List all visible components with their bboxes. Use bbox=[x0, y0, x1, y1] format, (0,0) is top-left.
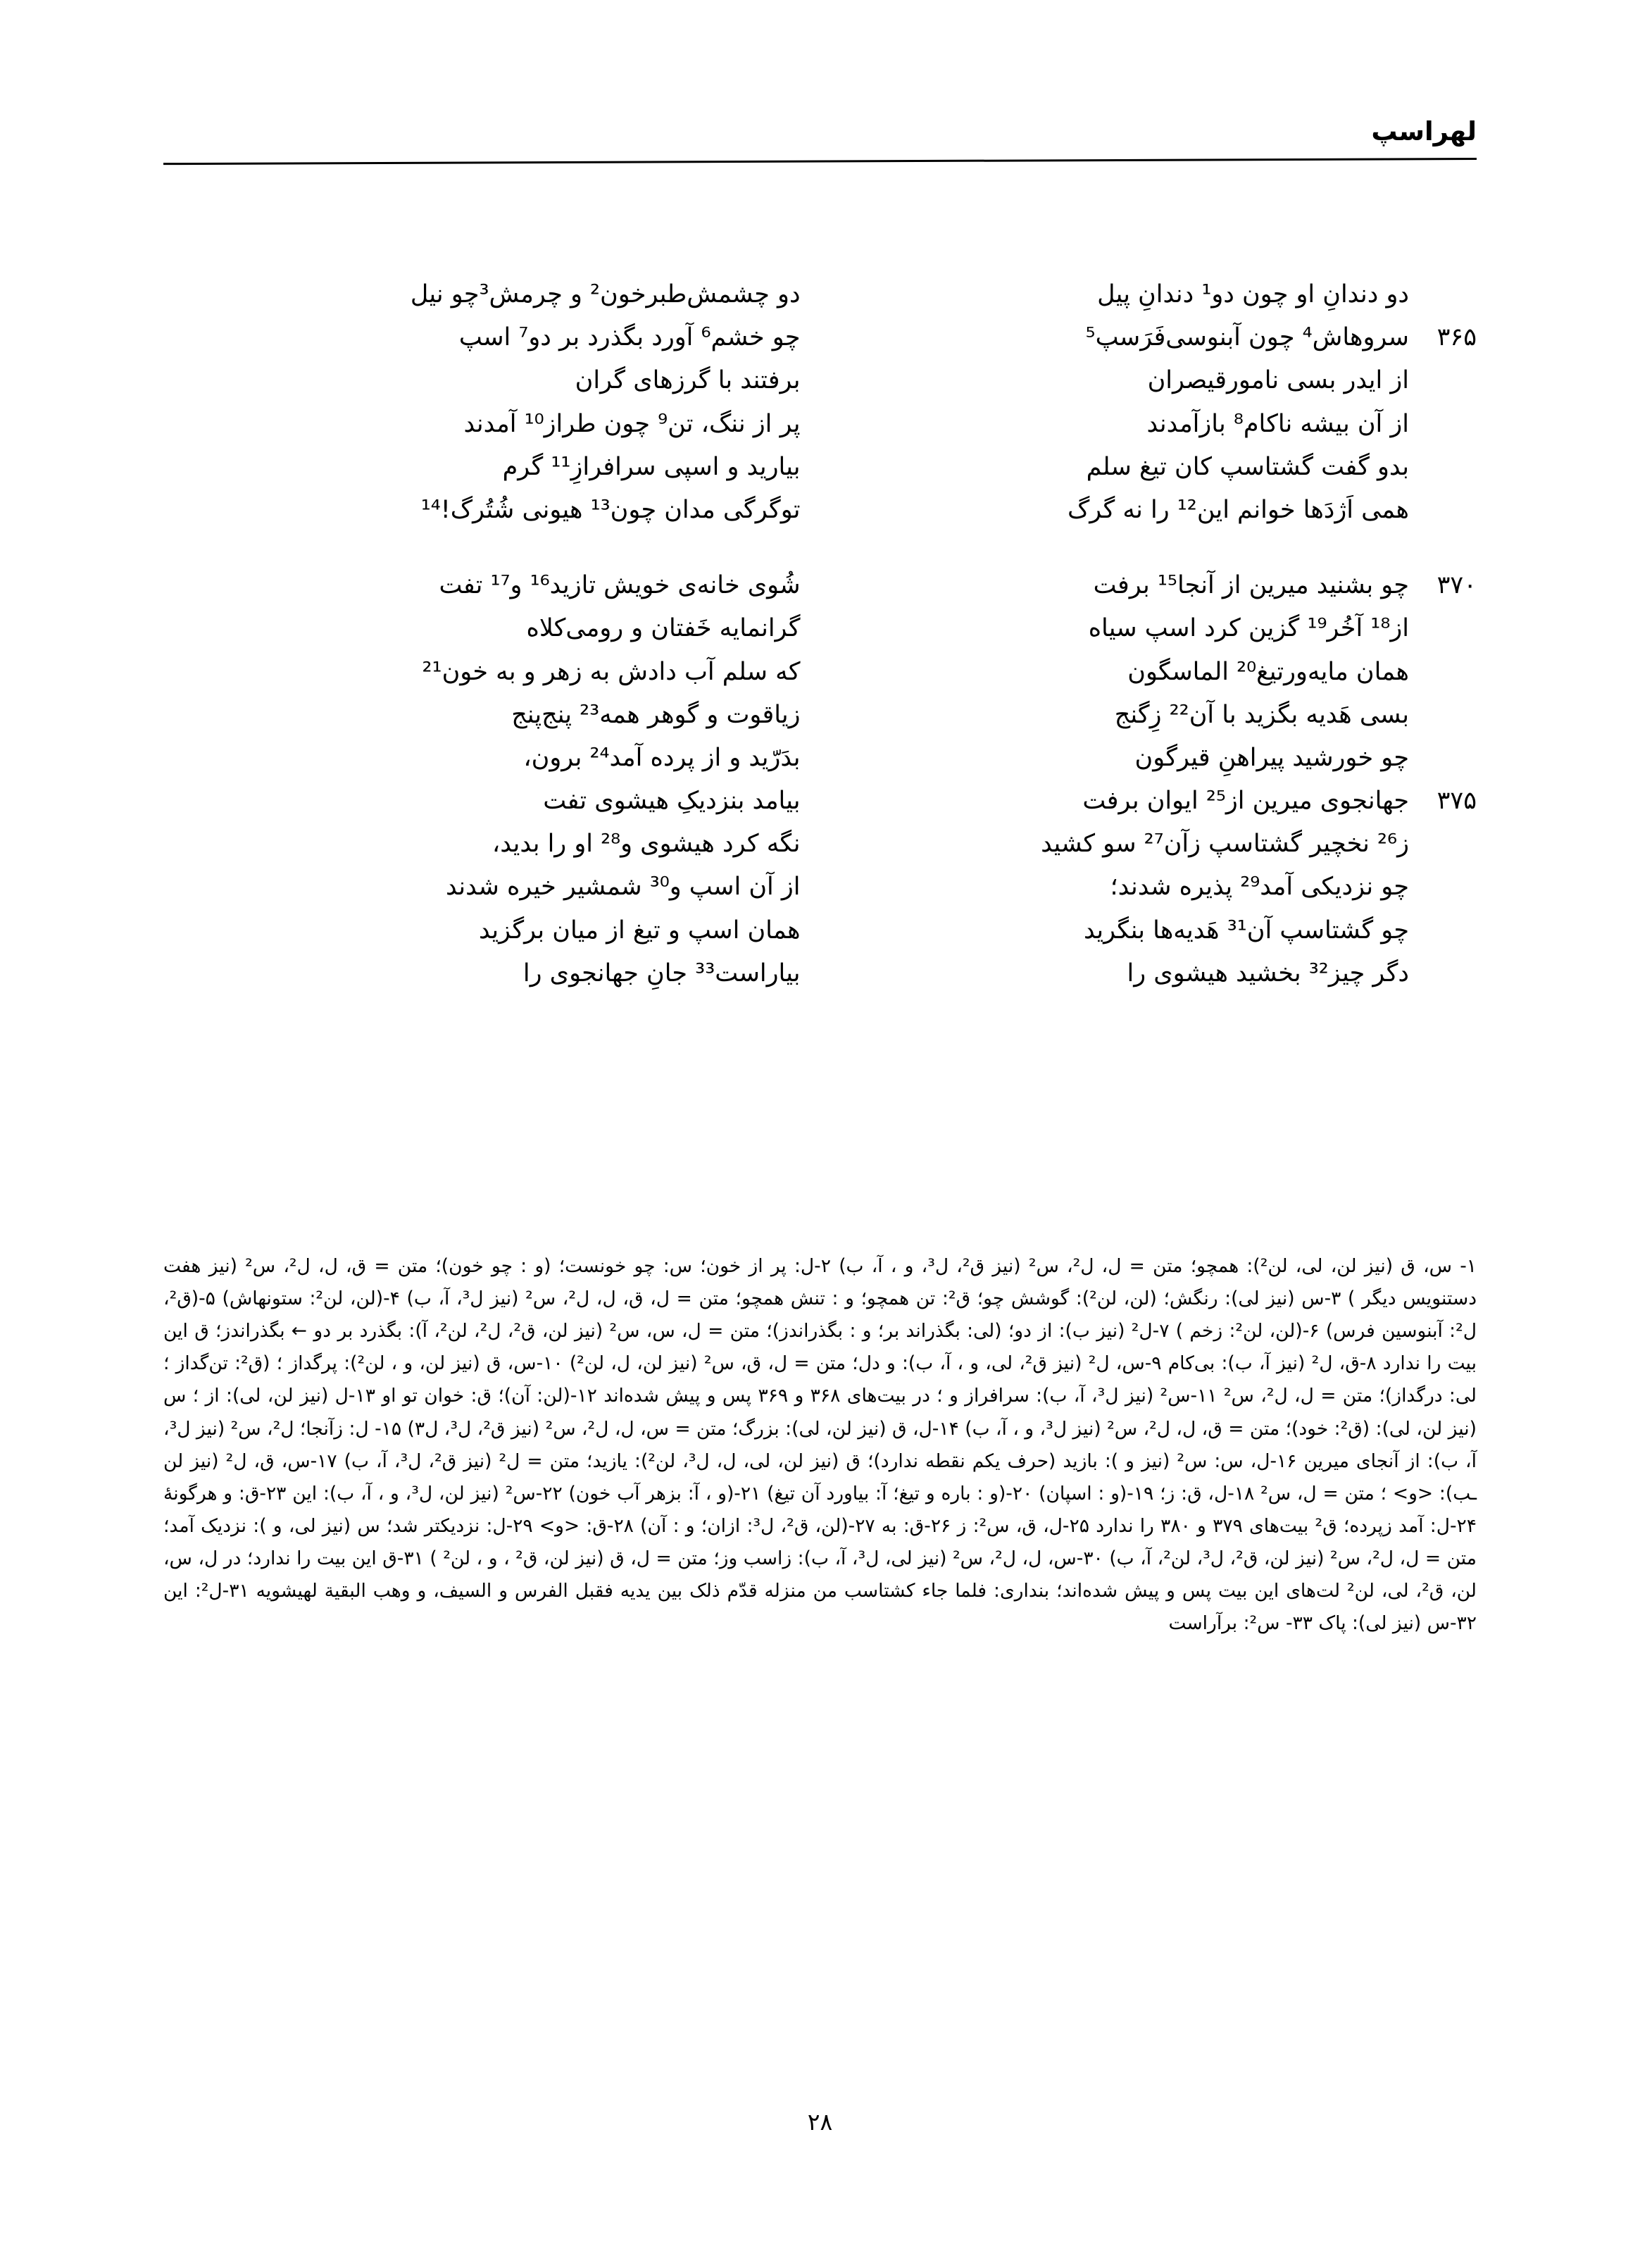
hemistich-right-text: چو خورشید پیراهنِ قیرگون bbox=[1134, 743, 1409, 772]
hemistich-right bbox=[801, 449, 1477, 486]
verse-number bbox=[1409, 912, 1477, 949]
hemistich-right bbox=[801, 567, 1477, 604]
hemistich-left bbox=[163, 449, 801, 486]
verse-area bbox=[163, 276, 1477, 1030]
verse-couplet bbox=[163, 276, 1477, 313]
hemistich-right-text: دو دندانِ او چون دو¹ دندانِ پیل bbox=[1097, 280, 1409, 309]
hemistich-right bbox=[801, 492, 1477, 529]
hemistich-left-text: شُوی خانه‌ی خویش تازید¹⁶ و¹⁷ تفت bbox=[439, 571, 801, 600]
verse-couplet bbox=[163, 740, 1477, 777]
hemistich-left-text: زیاقوت و گوهر همه²³ پنج‌پنج bbox=[511, 700, 801, 729]
running-header-title: لهراسپ bbox=[1371, 116, 1477, 147]
hemistich-right-text: بدو گفت گشتاسپ کان تیغ سلم bbox=[1086, 452, 1409, 481]
hemistich-left bbox=[163, 567, 801, 604]
hemistich-left-text: توگرگی مدان چون¹³ هیونی شُتُرگ!¹⁴ bbox=[420, 495, 801, 524]
hemistich-left bbox=[163, 406, 801, 443]
hemistich-left-text: بیامد بنزدیکِ هیشوی تفت bbox=[543, 787, 801, 816]
hemistich-right bbox=[801, 697, 1477, 734]
running-header bbox=[163, 118, 1477, 168]
hemistich-right-text: بسی هَدیه بگزید با آن²² زِگنج bbox=[1114, 700, 1409, 729]
footnote-block: ۱- س، ق (نیز لن، لی، لن²): همچو؛ متن = ل، ل²، س² (نیز ق²، ل³، و ، آ، ب) ۲-ل: پر از خون؛ س: چو خونست؛ (و : چو خون)؛ متن = ق، ل، ل²، س² (نیز هفت دستنویس دیگر ) ۳-س (نیز لی): رنگش؛ (لن، لن²): گوشش چو؛ ق²: تن همچو؛ و : تنش همچو؛ متن = ل، ق، ل، ل²، س² (نیز ل³، آ، ب) ۴-(لن، لن²: ستونهاش) ۵-(ق²، ل²: آبنوسین فرس) ۶-(لن، لن²: زخم ) ۷-ل² (نیز ب): از دو؛ (لی: بگذراند بر؛ و : بگذراندز)؛ متن = ل، س، س² (نیز لن، ق²، ل²، لن²، آ): بگذرد بر دو ← بگذراندز؛ ق این بیت را ندارد ۸-ق، ل² (نیز آ، ب): بی‌کام ۹-س، ل² (نیز ق²، لی، و ، آ، ب): و دل؛ متن = ل، ق، س² (نیز لن، ل، لن²) ۱۰-س، ق (نیز لن، و ، لن²): پرگداز ؛ (ق²: تن‌گداز ؛ لی: درگداز)؛ متن = ل، ل²، س² ۱۱-س² (نیز ل³، آ، ب): سرافراز و ؛ در بیت‌های ۳۶۸ و ۳۶۹ پس و پیش شده‌اند ۱۲-(لن: آن)؛ ق: خوان تو او ۱۳-ل (نیز لن، لی): از ؛ س (نیز لن، لی): (ق²: خود)؛ متن = ق، ل، ل²، س² (نیز ل³، و ، آ، ب) ۱۴-ل، ق (نیز لن، لی): بزرگ؛ متن = س، ل، ل²، س² (نیز ق²، ل³، ل۳) ۱۵- ل: زآنجا؛ ل²، س² (نیز ل³، آ، ب): از آنجای میرین ۱۶-ل، س: س² (نیز و ): بازید (حرف یکم نقطه ندارد)؛ ق (نیز لن، لی، ل، ل³، لن²): یازید؛ متن = ل² (نیز ق²، ل³، آ، ب) ۱۷-س، ق، ل² (نیز لن ـب): <و> ؛ متن = ل، س² ۱۸-ل، ق: ز؛ ۱۹-(و : اسپان) ۲۰-(و : باره و تیغ؛ آ: بیاورد آن تیغ) ۲۱-(و ، آ: بزهر آب خون) ۲۲-س² (نیز لن، ل³، و ، آ، ب): این ۲۳-ق: و هرگونهٔ ۲۴-ل: آمد زپرده؛ ق² بیت‌های ۳۷۹ و ۳۸۰ را ندارد ۲۵-ل، ق، س²: ز ۲۶-ق: به ۲۷-(لن، ق²، ل³: ازان؛ و : آن) ۲۸-ق: <و> ۲۹-ل: نزدیکتر شد؛ س (نیز لی، و ): نزدیک آمد؛ متن = ل، ل²، س² (نیز لن، ق²، ل³، لن²، آ، ب) ۳۰-س، ل، ل²، س² (نیز لی، ل³، آ، ب): زاسب وز؛ متن = ل، ق (نیز لن، ق² ، و ، لن² ) ۳۱-ق این بیت را ندارد؛ در ل، س، لن، ق²، لی، لن² لت‌های این بیت پس و پیش شده‌اند؛ بنداری: فلما جاء کشتاسب من منزله قدّم ذلک بین یدیه فقبل الفرس و السیف، و وهب البقیة لهیشویه ۳۱-ل²: این ۳۲-س (نیز لی): پاک ۳۳- س²: برآراست bbox=[163, 1255, 1477, 1635]
hemistich-left-text: که سلم آب دادش به زهر و به خون²¹ bbox=[422, 657, 801, 686]
verse-number bbox=[1409, 697, 1477, 734]
hemistich-right-text: چو بشنید میرین از آنجا¹⁵ برفت bbox=[1093, 571, 1409, 600]
verse-number: ۳۷۰ bbox=[1436, 571, 1477, 600]
hemistich-right-text: سروهاش⁴ چون آبنوسی‌فَرَسپ⁵ bbox=[1085, 323, 1409, 352]
hemistich-left-text: دو چشمش‌طبرخون² و چرمش³چو نیل bbox=[410, 280, 801, 309]
verse-couplet bbox=[163, 654, 1477, 691]
verse-couplet bbox=[163, 362, 1477, 399]
verse-couplet bbox=[163, 492, 1477, 529]
hemistich-right bbox=[801, 783, 1477, 820]
hemistich-left-text: نگه کرد هیشوی و²⁸ او را بدید، bbox=[492, 830, 801, 859]
verse-number bbox=[1409, 406, 1477, 443]
hemistich-right-text: از آن بیشه ناکام⁸ بازآمدند bbox=[1146, 409, 1409, 438]
hemistich-right bbox=[801, 654, 1477, 691]
verse-number bbox=[1409, 868, 1477, 906]
hemistich-left bbox=[163, 319, 801, 356]
hemistich-right bbox=[801, 276, 1477, 313]
verse-couplet bbox=[163, 406, 1477, 443]
hemistich-left-text: از آن اسپ و³⁰ شمشیر خیره شدند bbox=[446, 873, 801, 902]
verse-stanza bbox=[163, 567, 1477, 992]
verse-number: ۳۷۵ bbox=[1436, 787, 1477, 816]
hemistich-right bbox=[801, 319, 1477, 356]
verse-number: ۳۶۵ bbox=[1436, 323, 1477, 352]
verse-couplet bbox=[163, 825, 1477, 863]
verse-couplet bbox=[163, 610, 1477, 647]
hemistich-left bbox=[163, 492, 801, 529]
hemistich-left bbox=[163, 912, 801, 949]
hemistich-right-text: از¹⁸ آخُر¹⁹ گزین کرد اسپ سیاه bbox=[1088, 614, 1409, 643]
verse-stanza bbox=[163, 276, 1477, 529]
hemistich-left-text: چو خشم⁶ آورد بگذرد بر دو⁷ اسپ bbox=[458, 323, 801, 352]
hemistich-right-text: جهانجوی میرین از²⁵ ایوان برفت bbox=[1082, 787, 1409, 816]
verse-number bbox=[1409, 362, 1477, 399]
hemistich-right-text: چو نزدیکی آمد²⁹ پذیره شدند؛ bbox=[1110, 873, 1409, 902]
hemistich-left bbox=[163, 697, 801, 734]
hemistich-left bbox=[163, 276, 801, 313]
hemistich-right-text: از ایدر بسی نامورقیصران bbox=[1147, 366, 1409, 395]
hemistich-right-text: دگر چیز³² بخشید هیشوی را bbox=[1127, 959, 1409, 987]
hemistich-left-text: بیارید و اسپی سرافرازِ¹¹ گرم bbox=[502, 452, 801, 481]
verse-number bbox=[1409, 492, 1477, 529]
hemistich-right bbox=[801, 825, 1477, 863]
hemistich-right bbox=[801, 610, 1477, 647]
hemistich-right-text: ز²⁶ نخچیر گشتاسپ زآن²⁷ سو کشید bbox=[1041, 830, 1409, 859]
verse-couplet bbox=[163, 567, 1477, 604]
verse-number bbox=[1409, 449, 1477, 486]
hemistich-right-text: چو گشتاسپ آن³¹ هَدیه‌ها بنگرید bbox=[1083, 916, 1409, 945]
hemistich-left bbox=[163, 783, 801, 820]
hemistich-left bbox=[163, 654, 801, 691]
verse-couplet bbox=[163, 955, 1477, 992]
hemistich-right bbox=[801, 362, 1477, 399]
verse-couplet bbox=[163, 783, 1477, 820]
hemistich-left-text: همان اسپ و تیغ از میان برگزید bbox=[479, 916, 801, 945]
verse-number bbox=[1409, 825, 1477, 863]
verse-couplet bbox=[163, 319, 1477, 356]
verse-couplet bbox=[163, 697, 1477, 734]
hemistich-right-text: همان مایه‌ورتیغ²⁰ الماسگون bbox=[1127, 657, 1409, 686]
hemistich-left bbox=[163, 740, 801, 777]
header-rule bbox=[163, 158, 1477, 165]
hemistich-right bbox=[801, 868, 1477, 906]
hemistich-left-text: بدَرّید و از پرده آمد²⁴ برون، bbox=[523, 743, 801, 772]
hemistich-right bbox=[801, 955, 1477, 992]
hemistich-left-text: گرانمایه خَفتان و رومی‌کلاه bbox=[526, 614, 801, 643]
hemistich-right bbox=[801, 406, 1477, 443]
hemistich-right bbox=[801, 740, 1477, 777]
hemistich-left-text: بیاراست³³ جانِ جهانجوی را bbox=[522, 959, 801, 987]
verse-couplet bbox=[163, 449, 1477, 486]
verse-number bbox=[1409, 610, 1477, 647]
hemistich-left-text: برفتند با گرزهای گران bbox=[575, 366, 801, 395]
verse-couplet bbox=[163, 868, 1477, 906]
verse-couplet bbox=[163, 912, 1477, 949]
hemistich-left bbox=[163, 825, 801, 863]
hemistich-left bbox=[163, 362, 801, 399]
hemistich-right bbox=[801, 912, 1477, 949]
hemistich-left bbox=[163, 955, 801, 992]
hemistich-right-text: همی اَژدَها خوانم این¹² را نه گرگ bbox=[1067, 495, 1409, 524]
footnote-apparatus bbox=[163, 1250, 1477, 1640]
page-number: ۲۸ bbox=[807, 2108, 833, 2136]
hemistich-left bbox=[163, 868, 801, 906]
verse-number bbox=[1409, 740, 1477, 777]
hemistich-left bbox=[163, 610, 801, 647]
verse-number bbox=[1409, 276, 1477, 313]
verse-number bbox=[1409, 955, 1477, 992]
hemistich-left-text: پر از ننگ، تن⁹ چون طراز¹⁰ آمدند bbox=[463, 409, 801, 438]
verse-number bbox=[1409, 654, 1477, 691]
